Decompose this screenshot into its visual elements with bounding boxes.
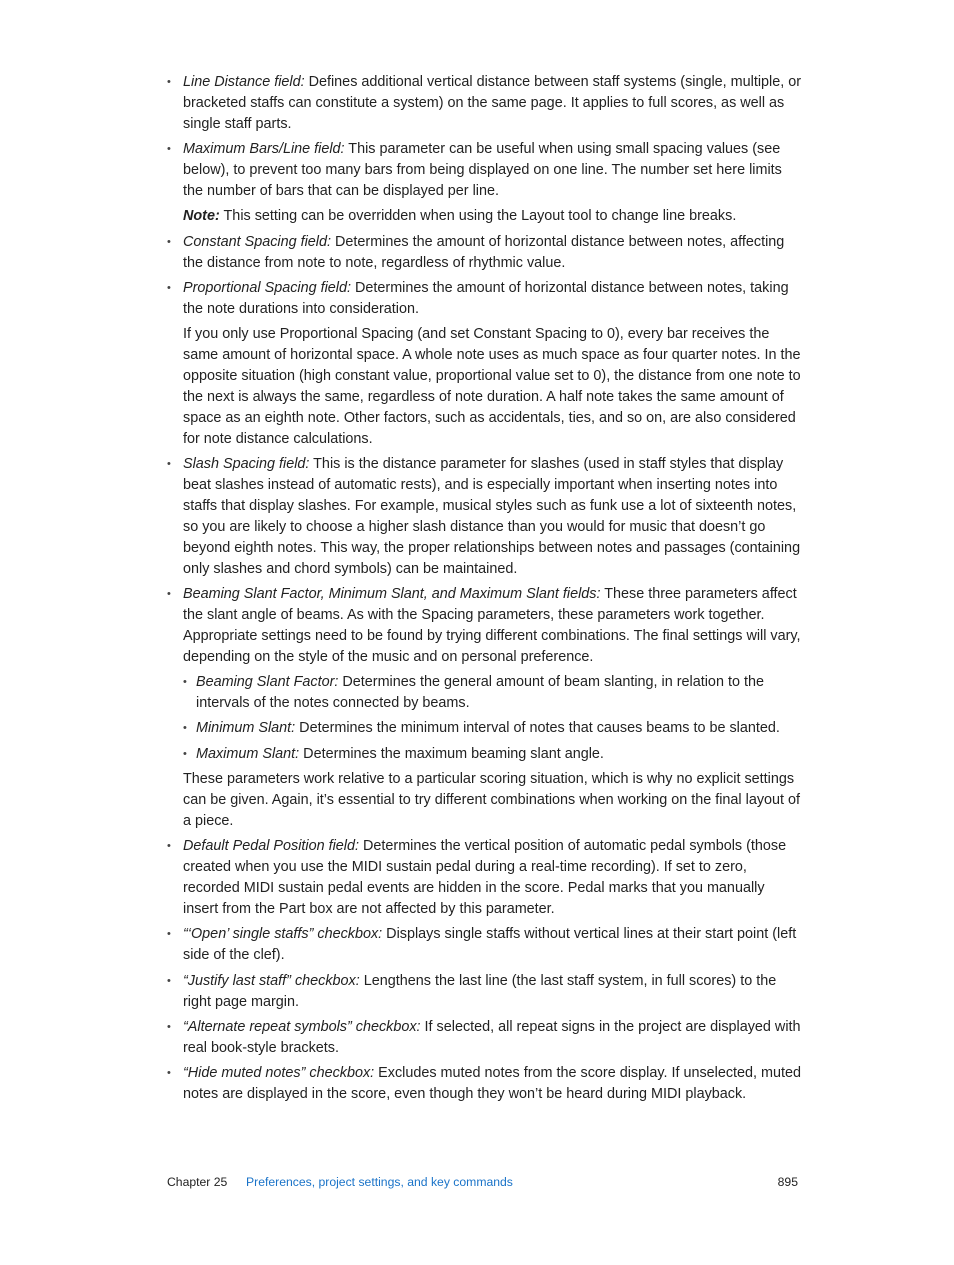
item-text: Excludes muted notes from the score display. If unselected, muted notes are displayed in the score, even though they won’t be heard during MIDI playback. xyxy=(183,1065,802,1103)
bullet-icon: • xyxy=(167,1067,171,1080)
item-term: Constant Spacing field: xyxy=(183,233,331,250)
page-number: 895 xyxy=(777,1175,798,1189)
item-term: Beaming Slant Factor, Minimum Slant, and Maximum Slant fields: xyxy=(183,586,601,603)
sub-bullet-list xyxy=(183,672,803,765)
item-term: “Alternate repeat symbols” checkbox: xyxy=(183,1019,421,1036)
bullet-icon: • xyxy=(167,235,171,248)
item-text: Lengthens the last line (the last staff system, in full scores) to the right page margin. xyxy=(183,972,777,1010)
item-paragraph xyxy=(183,836,803,920)
item-paragraph xyxy=(183,232,803,274)
item-paragraph xyxy=(183,278,803,320)
bullet-icon: • xyxy=(167,928,171,941)
bullet-icon: • xyxy=(167,1021,171,1034)
list-item xyxy=(167,836,803,920)
sub-item-term: Minimum Slant: xyxy=(196,720,296,737)
item-text: Determines the vertical position of automatic pedal symbols (those created when you use the MIDI sustain pedal during a real-time recording). If set to zero, recorded MIDI sustain pedal events are hidden in the score. Pedal marks that you manually insert from the Part box are not affected by this parameter. xyxy=(183,838,787,918)
item-term: Line Distance field: xyxy=(183,74,305,90)
list-item xyxy=(167,139,803,227)
bullet-icon: • xyxy=(183,747,187,760)
note-paragraph xyxy=(183,206,803,227)
bullet-icon: • xyxy=(183,675,187,688)
item-paragraph xyxy=(183,454,803,579)
bullet-icon: • xyxy=(167,143,171,156)
page-footer xyxy=(167,1172,798,1192)
bullet-icon: • xyxy=(183,722,187,735)
note-label: Note: xyxy=(183,208,220,225)
item-text: Defines additional vertical distance between staff systems (single, multiple, or bracketed staffs can constitute a system) on the same page. It applies to full scores, as well as single staff parts. xyxy=(183,74,802,132)
item-term: Proportional Spacing field: xyxy=(183,280,351,297)
list-item xyxy=(167,72,803,135)
item-paragraph xyxy=(183,924,803,966)
list-item xyxy=(167,278,803,450)
item-term: “Justify last staff” checkbox: xyxy=(183,972,360,989)
item-term: Default Pedal Position field: xyxy=(183,838,359,855)
item-paragraph xyxy=(183,139,803,202)
list-item xyxy=(167,971,803,1013)
list-item xyxy=(167,232,803,274)
bullet-list xyxy=(167,72,803,1110)
item-paragraph xyxy=(183,584,803,668)
sub-item-term: Beaming Slant Factor: xyxy=(196,673,339,690)
item-text: Determines the amount of horizontal distance between notes, affecting the distance from note to note, regardless of rhythmic value. xyxy=(183,233,785,271)
list-item xyxy=(167,584,803,831)
item-paragraph xyxy=(183,72,803,135)
list-item xyxy=(167,454,803,579)
item-term: “‘Open’ single staffs” checkbox: xyxy=(183,926,383,943)
item-text: This parameter can be useful when using small spacing values (see below), to prevent too many bars from being displayed on one line. The number set here limits the number of bars that can be displayed per line. xyxy=(183,141,782,200)
sub-list-item xyxy=(183,672,803,714)
chapter-title-link[interactable]: Preferences, project settings, and key commands xyxy=(246,1175,513,1189)
item-text: Determines the amount of horizontal distance between notes, taking the note durations into consideration. xyxy=(183,280,789,318)
item-paragraph xyxy=(183,1063,803,1105)
sub-item-term: Maximum Slant: xyxy=(196,745,300,762)
item-text: This is the distance parameter for slashes (used in staff styles that display beat slashes instead of automatic rests), and is especially important when inserting notes into staffs that display slashes. For example, musical styles such as funk use a lot of sixteenth notes, so you are likely to choose a higher slash distance than you would for music that doesn’t go beyond eighth notes. This way, the proper relationships between notes and passages (containing only slashes and chord symbols) can be maintained. xyxy=(183,456,801,577)
sub-list-item xyxy=(183,718,803,739)
sub-item-text: Determines the general amount of beam slanting, in relation to the intervals of the notes connected by beams. xyxy=(196,673,764,711)
chapter-label: Chapter 25 xyxy=(167,1175,228,1189)
list-item xyxy=(167,1017,803,1059)
item-term: “Hide muted notes” checkbox: xyxy=(183,1065,375,1082)
item-term: Slash Spacing field: xyxy=(183,456,310,473)
bullet-icon: • xyxy=(167,458,171,471)
item-paragraph xyxy=(183,1017,803,1059)
sub-item-text: Determines the maximum beaming slant angle. xyxy=(299,745,604,762)
bullet-icon: • xyxy=(167,282,171,295)
bullet-icon: • xyxy=(167,588,171,601)
bullet-icon: • xyxy=(167,974,171,987)
list-item xyxy=(167,1063,803,1105)
list-item xyxy=(167,924,803,966)
sub-item-text: Determines the minimum interval of notes that causes beams to be slanted. xyxy=(295,720,780,737)
note-text: This setting can be overridden when using the Layout tool to change line breaks. xyxy=(219,208,737,225)
item-paragraph xyxy=(183,971,803,1013)
item-extra-paragraph: These parameters work relative to a particular scoring situation, which is why no explicit settings can be given. Again, it’s essential to try different combinations when working on the final layout of a piece. xyxy=(183,771,801,829)
item-text: If selected, all repeat signs in the project are displayed with real book-style brackets. xyxy=(183,1019,801,1056)
item-term: Maximum Bars/Line field: xyxy=(183,141,345,158)
bullet-icon: • xyxy=(167,840,171,853)
item-extra-paragraph: If you only use Proportional Spacing (and set Constant Spacing to 0), every bar receives the same amount of horizontal space. A whole note uses as much space as four quarter notes. In the opposite situation (high constant value, proportional value set to 0), the distance from one note to the next is always the same, regardless of note duration. A half note takes the same amount of space as an eighth note. Other factors, such as accidentals, ties, and so on, are also considered for note distance calculations. xyxy=(183,326,801,447)
item-text: Displays single staffs without vertical lines at their start point (left side of the clef). xyxy=(183,926,797,964)
item-text: These three parameters affect the slant angle of beams. As with the Spacing parameters, these parameters work together. Appropriate settings need to be found by trying different combinations. The final settings will vary, depending on the style of the music and on personal preference. xyxy=(183,586,801,666)
sub-list-item xyxy=(183,744,803,765)
bullet-icon: • xyxy=(167,76,171,88)
